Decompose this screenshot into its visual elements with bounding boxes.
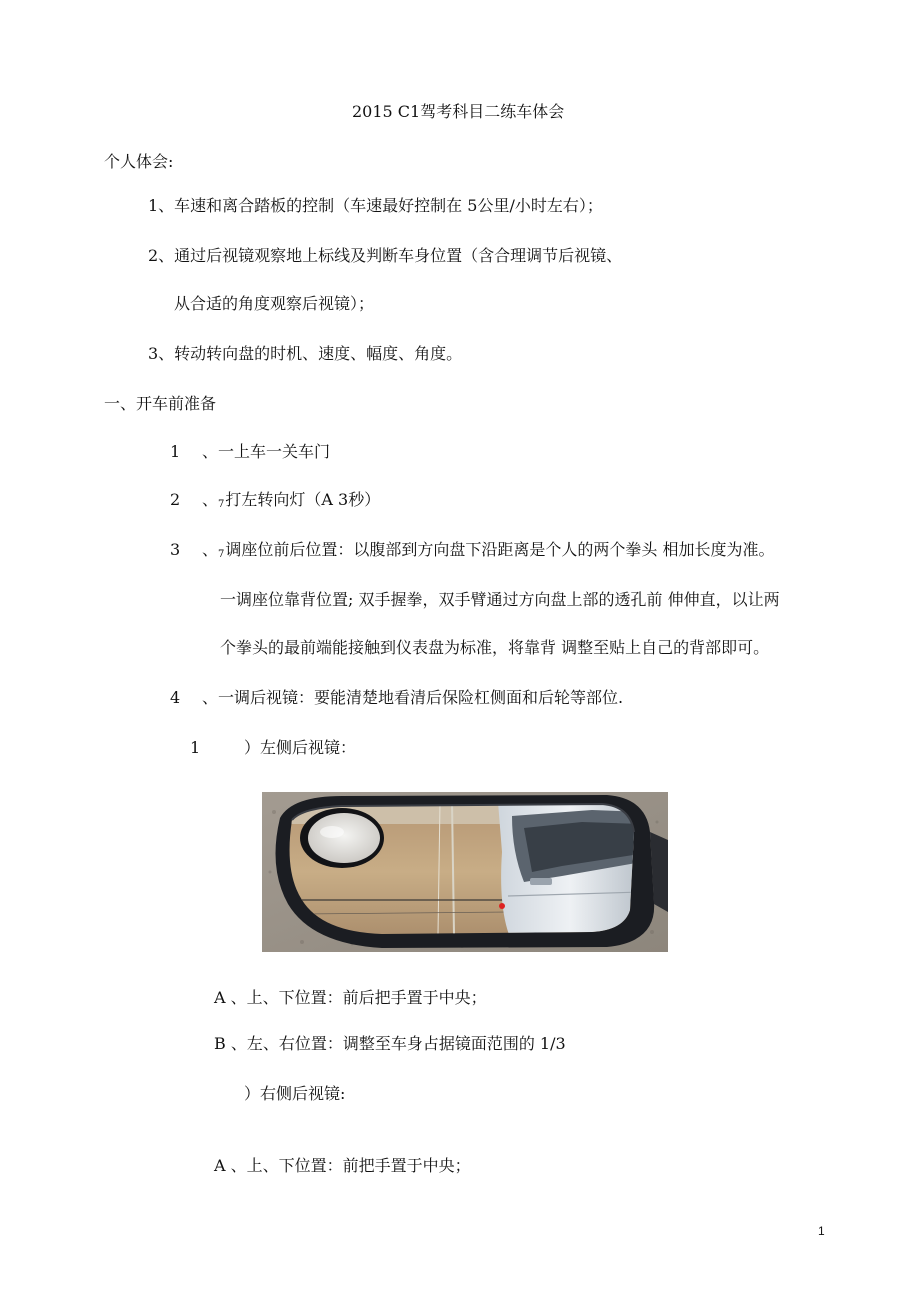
mirror-left-number: 1: [190, 738, 201, 757]
left-point-b: B 、左、右位置：调整至车身占据镜面范围的 1/3: [214, 1034, 566, 1053]
step-mark-2: 7: [218, 499, 225, 510]
right-point-a: A 、上、下位置：前把手置于中央；: [214, 1156, 471, 1175]
section-heading: 一、开车前准备: [104, 394, 217, 413]
page-title: 2015 C1驾考科目二练车体会: [352, 102, 565, 121]
step-text-1: 、一上车一关车门: [202, 442, 331, 461]
step-number-1: 1: [170, 442, 181, 461]
mirror-left-label: ）左侧后视镜：: [244, 738, 357, 757]
step-text-3-line3: 个拳头的最前端能接触到仪表盘为标准，将靠背 调整至贴上自己的背部即可。: [220, 638, 770, 657]
page-number: 1: [818, 1224, 825, 1238]
personal-item-3: 3、转动转向盘的时机、速度、幅度、角度。: [148, 344, 463, 363]
step-text-4: 、一调后视镜：要能清楚地看清后保险杠侧面和后轮等部位.: [202, 688, 624, 707]
personal-item-2: 2、通过后视镜观察地上标线及判断车身位置（含合理调节后视镜、: [148, 246, 623, 265]
step-text-3: 、7调座位前后位置：以腹部到方向盘下沿距离是个人的两个拳头 相加长度为准。: [202, 540, 775, 560]
step-text-3-line2: 一调座位靠背位置; 双手握拳，双手臂通过方向盘上部的透孔前 伸伸直，以让两: [220, 590, 780, 609]
personal-heading: 个人体会:: [104, 152, 174, 171]
personal-item-2-cont: 从合适的角度观察后视镜）；: [174, 294, 375, 313]
step-number-2: 2: [170, 490, 181, 509]
left-point-a: A 、上、下位置：前后把手置于中央；: [214, 988, 487, 1007]
step-text-2: 、7打左转向灯（A 3秒）: [202, 490, 381, 510]
personal-item-1: 1、车速和离合踏板的控制（车速最好控制在 5公里/小时左右）；: [148, 196, 603, 215]
mirror-right-label: ）右侧后视镜:: [244, 1084, 346, 1103]
step-mark-3: 7: [218, 549, 225, 560]
side-mirror-photo: [262, 792, 668, 952]
step-number-4: 4: [170, 688, 181, 707]
step-number-3: 3: [170, 540, 181, 559]
